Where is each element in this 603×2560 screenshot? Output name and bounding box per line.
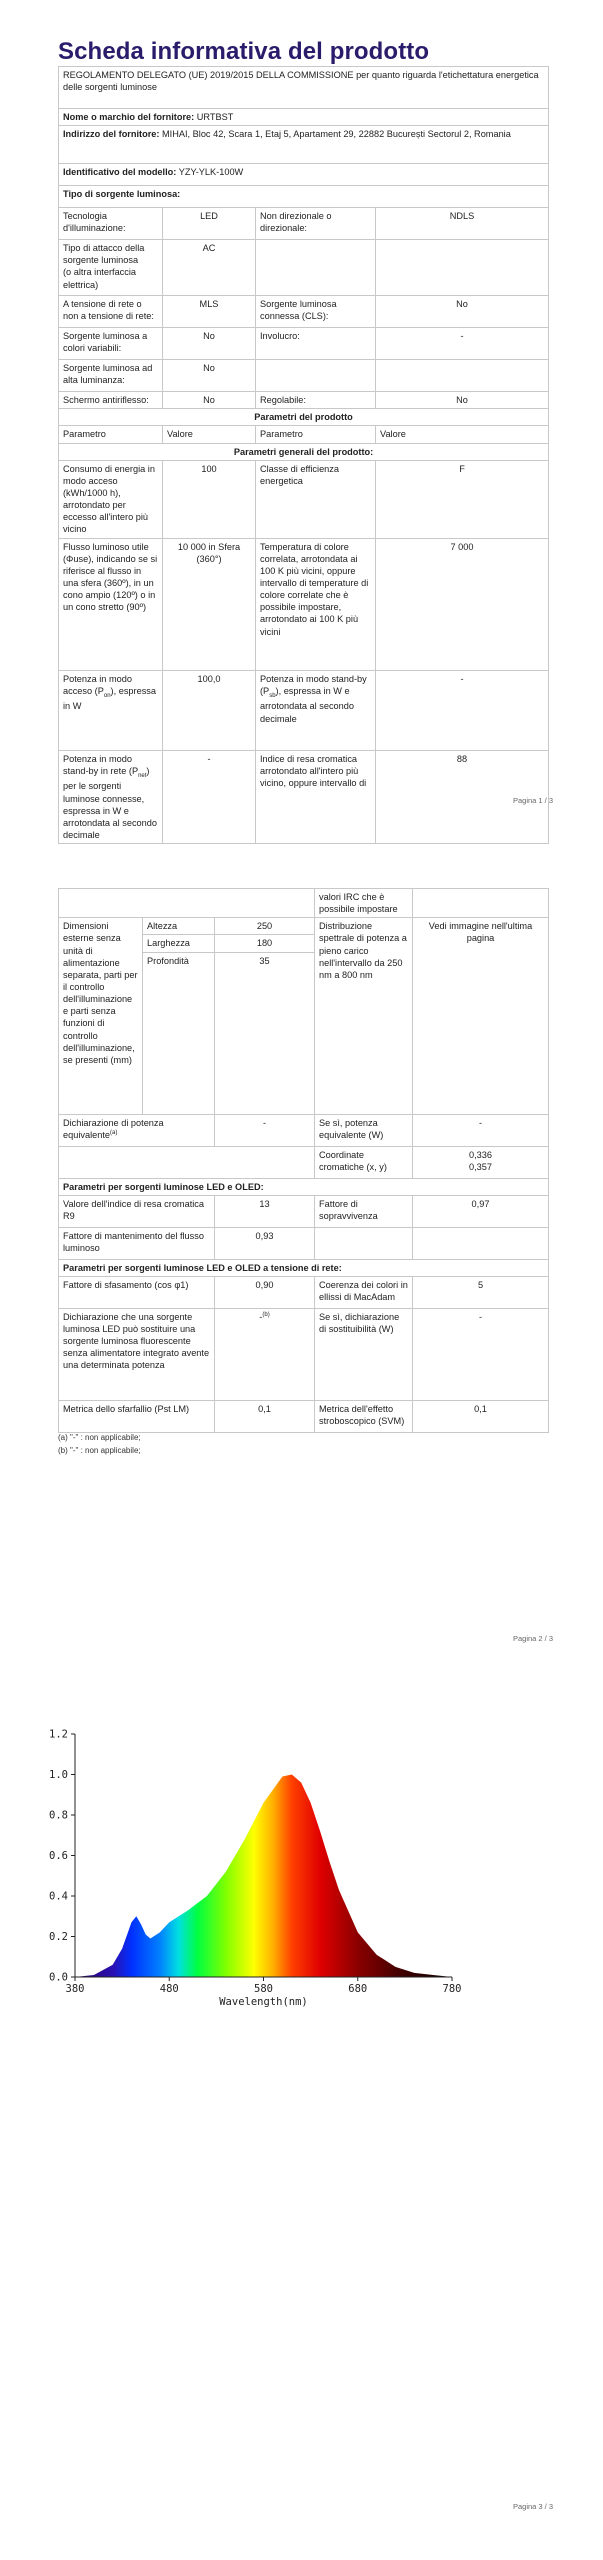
cri-value: 88 [376, 750, 549, 844]
col-value-1: Valore [163, 426, 256, 443]
footnotes [58, 1432, 141, 1458]
height-value: 250 [215, 918, 315, 935]
led-mains-params-header: Parametri per sorgenti luminose LED e OLED a tensione di rete: [59, 1259, 549, 1276]
page-number-2: Pagina 2 / 3 [512, 1634, 553, 1643]
macadam-value: 5 [413, 1276, 549, 1308]
repl-value: -$^{(b)}$ [215, 1308, 315, 1400]
dir-label: Non direzionale o direzionale: [256, 208, 376, 240]
cap-label: Tipo di attacco della sorgente luminosa (o altra interfaccia elettrica) [59, 240, 163, 296]
glare-label: Schermo antiriflesso: [59, 392, 163, 409]
cct-value: 7 000 [376, 538, 549, 670]
supplier-name-row: Nome o marchio del fornitore: URTBST [59, 109, 549, 126]
tech-label: Tecnologia d'illuminazione: [59, 208, 163, 240]
glare-value: No [163, 392, 256, 409]
cri-label: Indice di resa cromatica arrotondato all'intero più vicino, oppure intervallo di [256, 750, 376, 844]
document-title: Scheda informativa del prodotto [58, 38, 430, 65]
maint-value: 0,93 [215, 1227, 315, 1259]
spd-label: Distribuzione spettrale di potenza a pieno carico nell'intervallo da 250 nm a 800 nm [315, 918, 413, 1114]
general-params-header: Parametri generali del prodotto: [59, 443, 549, 460]
pf-label: Fattore di sfasamento (cos φ1) [59, 1276, 215, 1308]
width-value: 180 [215, 935, 315, 952]
class-value: F [376, 460, 549, 538]
survival-value: 0,97 [413, 1195, 549, 1227]
pon-value: 100,0 [163, 670, 256, 750]
regulation-text: REGOLAMENTO DELEGATO (UE) 2019/2015 DELLA COMMISSIONE per quanto riguarda l'etichettatura energetica delle sorgenti luminose [59, 67, 549, 109]
dimmable-label: Regolabile: [256, 392, 376, 409]
r9-value: 13 [215, 1195, 315, 1227]
page-2 [0, 812, 603, 1672]
page-3 [0, 1672, 603, 2560]
repl-w-label: Se sì, dichiarazione di sostituibilità (W) [315, 1308, 413, 1400]
page-number-1: Pagina 1 / 3 [512, 796, 553, 805]
x-tick-label: 580 [254, 1983, 273, 1995]
pon-label: Potenza in modo acceso $(P_{on})$, espressa in W [59, 670, 163, 750]
mains-value: MLS [163, 296, 256, 328]
equiv-value: - [215, 1114, 315, 1146]
chroma-label: Coordinate cromatiche (x, y) [315, 1146, 413, 1178]
pst-value: 0,1 [215, 1400, 315, 1432]
flux-label: Flusso luminoso utile (Φuse), indicando se si riferisce al flusso in una sfera (360º), in un cono ampio (120º) o in un cono stretto (90º) [59, 538, 163, 670]
envelope-value: - [376, 328, 549, 360]
x-tick-label: 480 [159, 1983, 179, 1995]
y-tick-label: 0.6 [49, 1850, 68, 1862]
source-type-header: Tipo di sorgente luminosa: [59, 186, 549, 208]
depth-label: Profondità [143, 952, 215, 1114]
dimmable-value: No [376, 392, 549, 409]
psb-value: - [376, 670, 549, 750]
cls-value: No [376, 296, 549, 328]
equiv-w-label: Se sì, potenza equivalente (W) [315, 1114, 413, 1146]
supplier-address-row: Indirizzo del fornitore: MIHAI, Bloc 42, Scara 1, Etaj 5, Apartament 29, 22882 București Sectorul 2, Romania [59, 126, 549, 164]
psb-label: Potenza in modo stand-by $(P_{sb})$, espressa in W e arrotondata al secondo decimale [256, 670, 376, 750]
spectrum-chart [40, 1722, 480, 2012]
svm-label: Metrica dell'effetto stroboscopico (SVM) [315, 1400, 413, 1432]
survival-label: Fattore di sopravvivenza [315, 1195, 413, 1227]
y-tick-label: 1.2 [49, 1728, 68, 1741]
mains-label: A tensione di rete o non a tensione di rete: [59, 296, 163, 328]
page-1 [0, 0, 603, 840]
width-label: Larghezza [143, 935, 215, 952]
spectrum-area [75, 1734, 452, 1977]
maint-label: Fattore di mantenimento del flusso luminoso [59, 1227, 215, 1259]
pnet-label: Potenza in modo stand-by in rete $(P_{net})$ per le sorgenti luminose connesse, espressa in W e arrotondata al secondo decimale [59, 750, 163, 844]
dims-label: Dimensioni esterne senza unità di alimentazione separata, parti per il controllo dell'illuminazione e parti senza funzioni di controllo dell'illuminazione, se presenti (mm) [59, 918, 143, 1114]
pst-label: Metrica dello sfarfallio (Pst LM) [59, 1400, 215, 1432]
col-param-1: Parametro [59, 426, 163, 443]
pnet-value: - [163, 750, 256, 844]
cri-cont-label: valori IRC che è possibile impostare [315, 889, 413, 918]
svm-value: 0,1 [413, 1400, 549, 1432]
product-params-header: Parametri del prodotto [59, 409, 549, 426]
col-param-2: Parametro [256, 426, 376, 443]
flux-value: 10 000 in Sfera (360°) [163, 538, 256, 670]
footnote-b: (b) "-" : non applicabile; [58, 1445, 141, 1455]
x-tick-label: 780 [442, 1983, 462, 1995]
spd-value: Vedi immagine nell'ultima pagina [413, 918, 549, 1114]
y-tick-label: 0.8 [49, 1809, 68, 1822]
luminance-value: No [163, 360, 256, 392]
colour-value: No [163, 328, 256, 360]
pf-value: 0,90 [215, 1276, 315, 1308]
y-tick-label: 0.2 [49, 1931, 68, 1943]
colour-label: Sorgente luminosa a colori variabili: [59, 328, 163, 360]
led-params-header: Parametri per sorgenti luminose LED e OLED: [59, 1178, 549, 1195]
macadam-label: Coerenza dei colori in ellissi di MacAdam [315, 1276, 413, 1308]
info-table-page-2 [58, 888, 549, 1433]
cct-label: Temperatura di colore correlata, arrotondata ai 100 K più vicini, oppure intervallo di temperature di colore correlate che è possibile impostare, arrotondato ai 100 K più vicini [256, 538, 376, 670]
page-number-3: Pagina 3 / 3 [512, 2502, 553, 2511]
y-tick-label: 0.0 [49, 1971, 68, 1984]
energy-label: Consumo di energia in modo acceso (kWh/1000 h), arrotondato per eccesso all'intero più vicino [59, 460, 163, 538]
tech-value: LED [163, 208, 256, 240]
class-label: Classe di efficienza energetica [256, 460, 376, 538]
energy-value: 100 [163, 460, 256, 538]
repl-w-value: - [413, 1308, 549, 1400]
x-tick-label: 380 [65, 1983, 85, 1995]
repl-label: Dichiarazione che una sorgente luminosa LED può sostituire una sorgente luminosa fluorescente senza alimentatore integrato avente una determinata potenza [59, 1308, 215, 1400]
depth-value: 35 [215, 952, 315, 1114]
info-table-page-1 [58, 66, 549, 844]
height-label: Altezza [143, 918, 215, 935]
col-value-2: Valore [376, 426, 549, 443]
luminance-label: Sorgente luminosa ad alta luminanza: [59, 360, 163, 392]
envelope-label: Involucro: [256, 328, 376, 360]
chroma-value: 0,336 0,357 [413, 1146, 549, 1178]
x-tick-label: 680 [348, 1983, 368, 1995]
y-tick-label: 0.4 [49, 1890, 68, 1903]
cls-label: Sorgente luminosa connessa (CLS): [256, 296, 376, 328]
y-tick-label: 1.0 [49, 1769, 68, 1781]
r9-label: Valore dell'indice di resa cromatica R9 [59, 1195, 215, 1227]
cap-value: AC [163, 240, 256, 296]
equiv-w-value: - [413, 1114, 549, 1146]
equiv-label: Dichiarazione di potenza equivalente$^{(a)}$ [59, 1114, 215, 1146]
dir-value: NDLS [376, 208, 549, 240]
model-row: Identificativo del modello: YZY-YLK-100W [59, 164, 549, 186]
x-axis-label: Wavelength(nm) [219, 1996, 308, 2008]
footnote-a: (a) "-" : non applicabile; [58, 1433, 141, 1442]
